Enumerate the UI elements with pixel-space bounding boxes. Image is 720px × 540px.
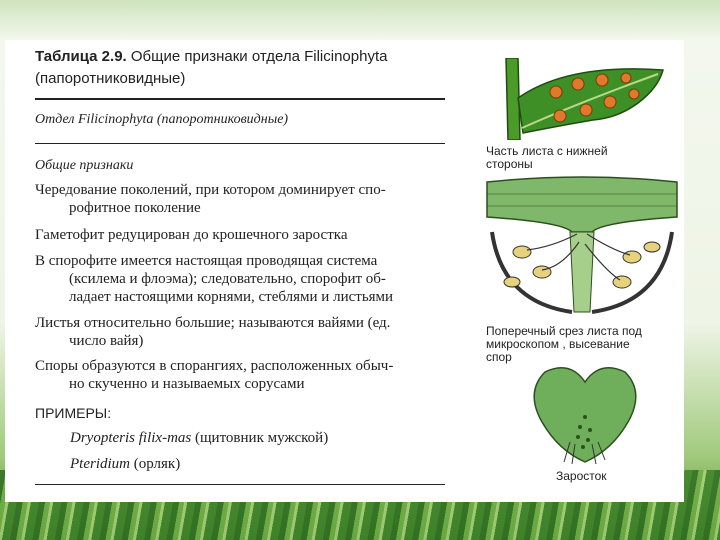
table-title: Таблица 2.9. Общие признаки отдела Filicinophyta bbox=[35, 48, 388, 65]
leaf-caption: Часть листа с нижней стороны bbox=[486, 144, 608, 171]
feature-item: Чередование поколений, при котором доминирует спо- рофитное поколение bbox=[35, 182, 386, 216]
prothallus-figure bbox=[530, 362, 640, 466]
background-top bbox=[0, 0, 720, 38]
section-caption: Поперечный срез листа под микроскопом , высевание спор bbox=[486, 324, 642, 364]
example-item: Dryopteris filix-mas (щитовник мужской) bbox=[70, 430, 329, 446]
feature-item: Листья относительно большие; называются вайями (ед. число вайя) bbox=[35, 315, 391, 349]
feature-item: Гаметофит редуцирован до крошечного заростка bbox=[35, 227, 348, 243]
feature-item: В спорофите имеется настоящая проводящая система (ксилема и флоэма); следовательно, спорофит об- ладает настоящими корнями, стеблями и листьями bbox=[35, 253, 394, 305]
example-item: Pteridium (орляк) bbox=[70, 456, 181, 472]
table-subtitle: (папоротниковидные) bbox=[35, 70, 186, 87]
divider bbox=[35, 98, 445, 100]
features-heading: Общие признаки bbox=[35, 158, 134, 173]
leaf-cross-section-figure bbox=[482, 172, 682, 317]
fern-leaf-figure bbox=[498, 58, 670, 140]
feature-item: Споры образуются в спорангиях, расположенных обыч- но скученно и называемых сорусами bbox=[35, 358, 394, 392]
prothallus-caption: Заросток bbox=[556, 469, 607, 483]
examples-heading: ПРИМЕРЫ: bbox=[35, 405, 112, 421]
division-name: Отдел Filicinophyta (папоротниковидные) bbox=[35, 112, 289, 127]
divider bbox=[35, 484, 445, 485]
divider bbox=[35, 143, 445, 144]
